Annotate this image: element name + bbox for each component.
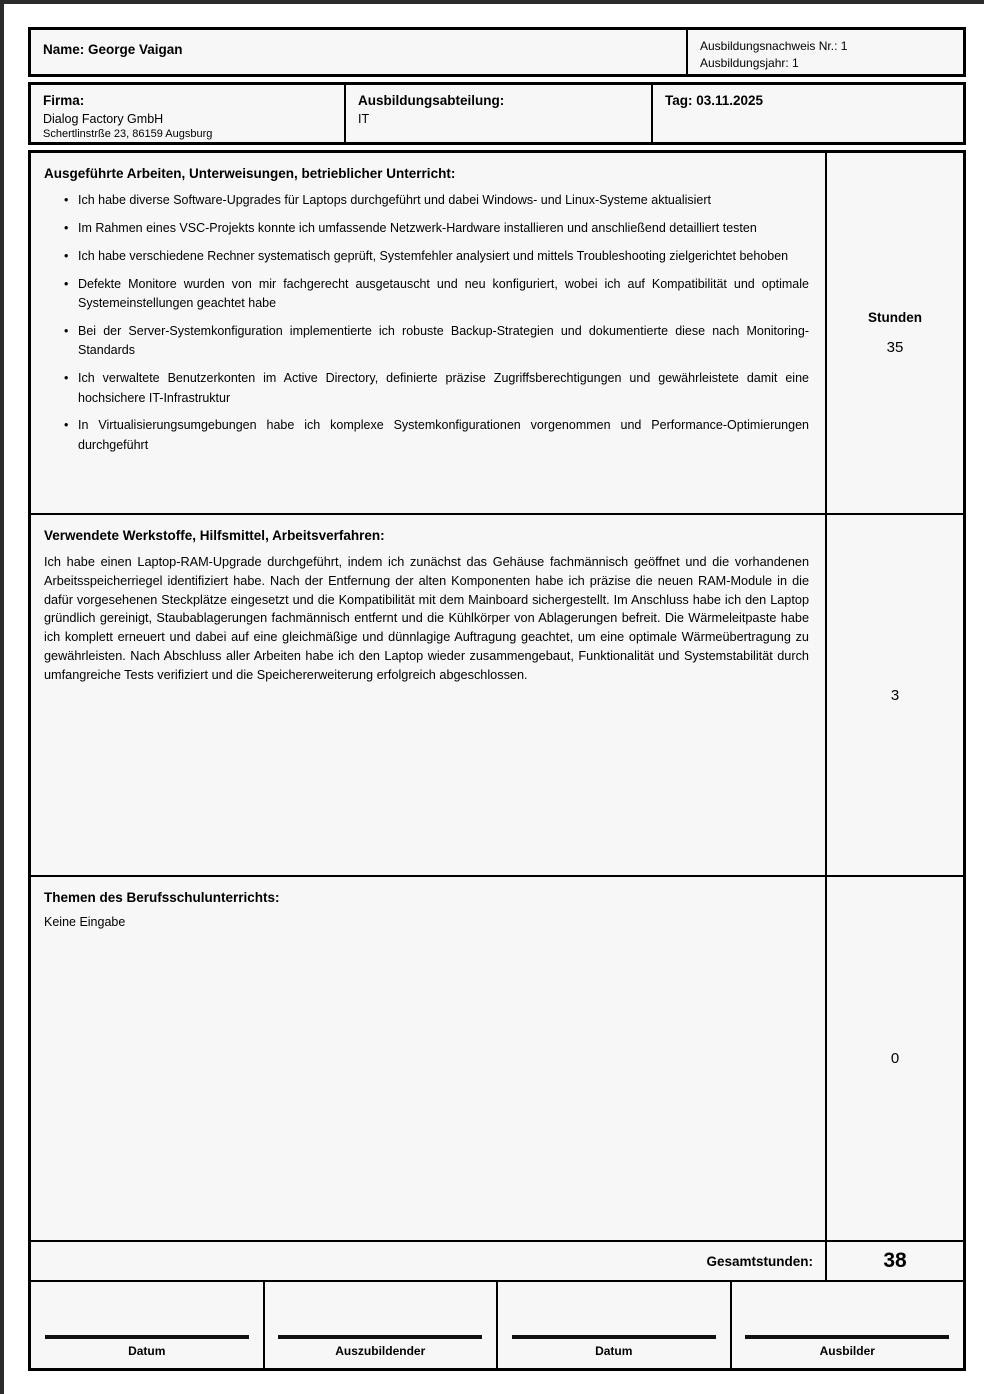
signature-column — [496, 1282, 730, 1368]
work-bullet-list — [44, 191, 811, 455]
school-topics-value: Keine Eingabe — [44, 915, 126, 929]
total-hours-value: 38 — [825, 1242, 963, 1280]
signature-column — [263, 1282, 497, 1368]
signature-row — [31, 1280, 963, 1368]
header-row-name — [28, 27, 966, 77]
signature-label: Ausbilder — [819, 1344, 875, 1358]
section-materials-content — [31, 515, 825, 875]
signature-column — [31, 1282, 263, 1368]
work-bullet-item: • Bei der Server-Systemkonfiguration implementierte ich robuste Backup-Strategien und dokumentierte diese nach Monitoring-Standards — [64, 322, 809, 361]
window-left-edge — [0, 0, 4, 1394]
materials-paragraph: Ich habe einen Laptop-RAM-Upgrade durchgeführt, indem ich zunächst das Gehäuse fachmännisch geöffnet und die vorhandenen Arbeitsspeicherriegel identifiziert habe. Nach der Entfernung der alten Komponenten habe ich präzise die neuen RAM-Module in die dafür vorgesehenen Steckplätze eingesetzt und die Kompatibilität mit dem Mainboard sichergestellt. Im Anschluss habe ich den Laptop gründlich gereinigt, Staubablagerungen fachmännisch entfernt und die Kühlkörper von Ablagerungen befreit. Die Wärmeleitpaste habe ich komplett erneuert und dabei auf eine gleichmäßige und dünnlagige Auftragung geachtet, um eine optimale Wärmeübertragung zu gewährleisten. Nach Abschluss aller Arbeiten habe ich den Laptop wieder zusammengebaut, Funktionalität und Systemstabilität durch umfangreiche Tests verifiziert und die Speichererweiterung erfolgreich abgeschlossen. — [44, 555, 809, 682]
department-value: IT — [358, 112, 370, 126]
section-materials-hours-cell — [825, 515, 963, 875]
report-number: Ausbildungsnachweis Nr.: 1 — [700, 39, 848, 53]
department-cell — [344, 85, 651, 142]
section-work-title: Ausgeführte Arbeiten, Unterweisungen, betrieblicher Unterricht: — [44, 166, 456, 181]
school-hours-value: 0 — [890, 1050, 900, 1067]
signature-line — [278, 1335, 482, 1339]
window-top-edge — [0, 0, 984, 4]
signature-label: Auszubildender — [335, 1344, 426, 1358]
work-bullet-item: • Ich habe diverse Software-Upgrades für Laptops durchgeführt und dabei Windows- und Linux-Systeme aktualisiert — [64, 191, 809, 210]
section-materials-title: Verwendete Werkstoffe, Hilfsmittel, Arbeitsverfahren: — [44, 528, 385, 543]
company-cell — [31, 85, 344, 142]
trainee-name: Name: George Vaigan — [43, 42, 183, 57]
total-hours-row — [31, 1240, 963, 1280]
department-label: Ausbildungsabteilung: — [358, 93, 505, 108]
work-bullet-item: • Ich habe verschiedene Rechner systematisch geprüft, Systemfehler analysiert und mittels Troubleshooting zielgerichtet behoben — [64, 247, 809, 266]
signature-label: Datum — [128, 1344, 166, 1358]
work-bullet-item: • Im Rahmen eines VSC-Projekts konnte ich umfassende Netzwerk-Hardware installieren und anschließend detailliert testen — [64, 219, 809, 238]
section-school-topics — [31, 875, 963, 1240]
signature-line — [512, 1335, 716, 1339]
work-bullet-item: • Ich verwaltete Benutzerkonten im Active Directory, definierte präzise Zugriffsberechtigungen und gewährleistete damit eine hochsichere IT-Infrastruktur — [64, 369, 809, 408]
section-work-hours-cell — [825, 153, 963, 513]
hours-column-header: Stunden — [868, 310, 922, 325]
total-hours-label: Gesamtstunden: — [706, 1253, 813, 1269]
signature-line — [45, 1335, 249, 1339]
section-school-content — [31, 877, 825, 1240]
header-row-company — [28, 82, 966, 145]
section-work-content — [31, 153, 825, 513]
company-label: Firma: — [43, 93, 85, 108]
training-report-page — [28, 27, 966, 1371]
date-cell: Tag: 03.11.2025 — [651, 85, 963, 142]
signature-label: Datum — [595, 1344, 633, 1358]
section-school-hours-cell — [825, 877, 963, 1240]
company-address: Schertlinstrße 23, 86159 Augsburg — [43, 128, 213, 140]
section-school-title: Themen des Berufsschulunterrichts: — [44, 890, 280, 905]
report-meta-cell — [686, 30, 963, 74]
report-main-table — [28, 150, 966, 1371]
work-bullet-item: • In Virtualisierungsumgebungen habe ich komplexe Systemkonfigurationen vorgenommen und Performance-Optimierungen durchgeführt — [64, 416, 809, 455]
training-year: Ausbildungsjahr: 1 — [700, 56, 799, 71]
company-name: Dialog Factory GmbH — [43, 112, 164, 126]
section-materials — [31, 513, 963, 875]
work-bullet-item: • Defekte Monitore wurden von mir fachgerecht ausgetauscht und neu konfiguriert, wobei ich auf Kompatibilität und optimale Systemeinstellungen geachtet habe — [64, 275, 809, 314]
signature-column — [730, 1282, 964, 1368]
signature-line — [745, 1335, 949, 1339]
materials-hours-value: 3 — [890, 686, 900, 704]
section-work-performed — [31, 153, 963, 513]
work-hours-value: 35 — [886, 339, 904, 356]
